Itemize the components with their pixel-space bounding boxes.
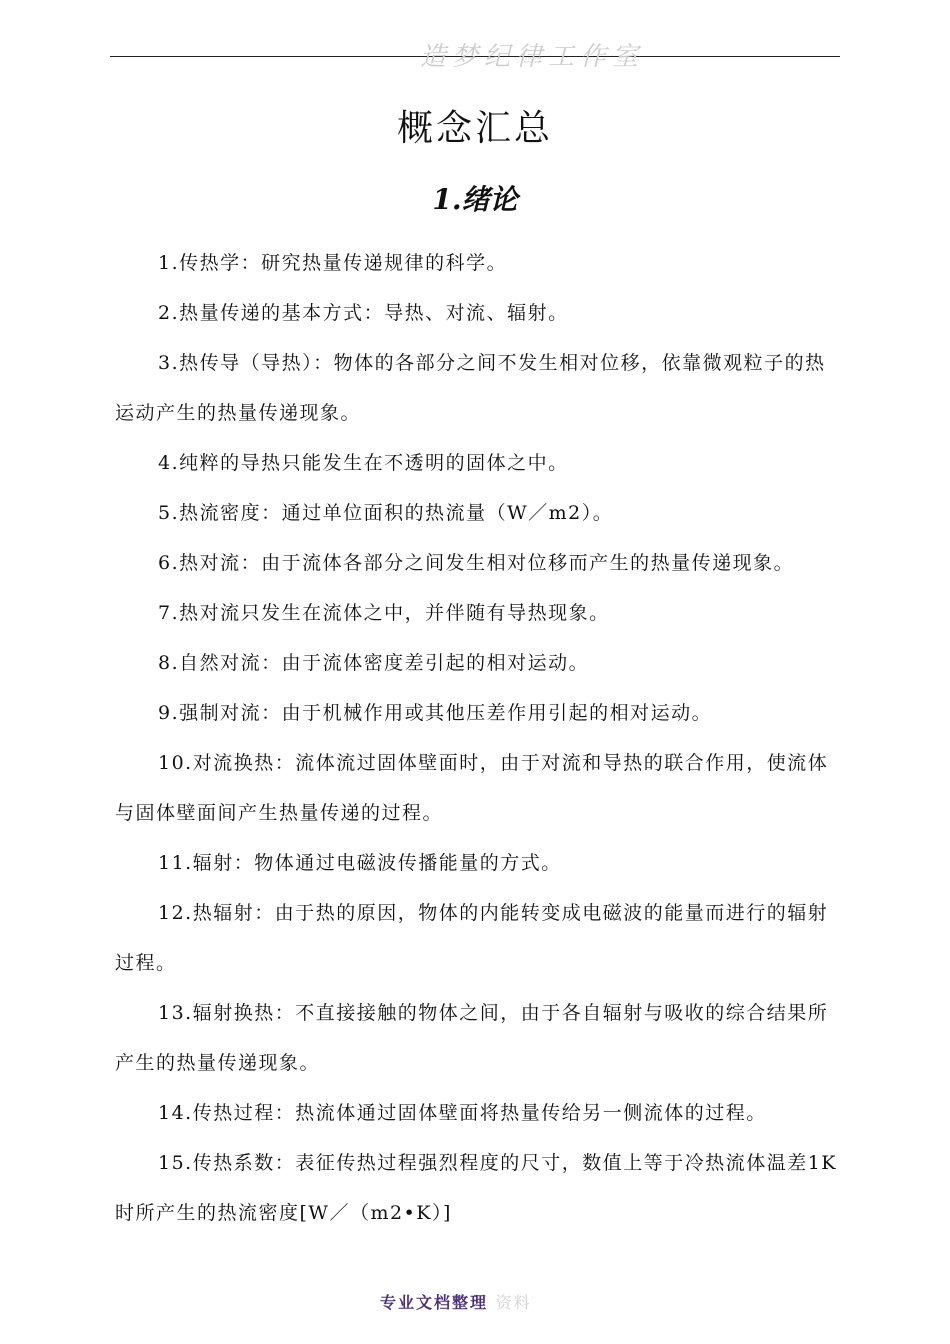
paragraph: 15.传热系数：表征传热过程强烈程度的尺寸，数值上等于冷热流体温差1K时所产生的热流密度[W／（m2•K）] <box>115 1152 838 1224</box>
paragraph: 13.辐射换热：不直接接触的物体之间，由于各自辐射与吸收的综合结果所产生的热量传递现象。 <box>115 1002 829 1074</box>
paragraph: 2.热量传递的基本方式：导热、对流、辐射。 <box>158 302 569 324</box>
footer-ghost-text: 资料 <box>495 1293 532 1312</box>
paragraph: 5.热流密度：通过单位面积的热流量（W／m2）。 <box>158 502 614 524</box>
paragraph: 8.自然对流：由于流体密度差引起的相对运动。 <box>158 652 590 674</box>
paragraph: 1.传热学：研究热量传递规律的科学。 <box>158 252 508 274</box>
footer-mark <box>380 1290 620 1313</box>
page-title: 概念汇总 <box>396 108 553 149</box>
footer-mark-text: 专业文档整理 <box>380 1293 489 1312</box>
section-title: 1.绪论 <box>432 183 518 216</box>
paragraph: 11.辐射：物体通过电磁波传播能量的方式。 <box>158 852 562 874</box>
paragraph: 4.纯粹的导热只能发生在不透明的固体之中。 <box>158 452 569 474</box>
paragraph: 12.热辐射：由于热的原因，物体的内能转变成电磁波的能量而进行的辐射过程。 <box>115 902 829 974</box>
paragraph: 3.热传导（导热）：物体的各部分之间不发生相对位移，依靠微观粒子的热运动产生的热量传递现象。 <box>115 352 826 424</box>
paragraph: 9.强制对流：由于机械作用或其他压差作用引起的相对运动。 <box>158 702 713 724</box>
paragraph: 10.对流换热：流体流过固体壁面时，由于对流和导热的联合作用，使流体与固体壁面间产生热量传递的过程。 <box>115 752 829 824</box>
paragraph: 7.热对流只发生在流体之中，并伴随有导热现象。 <box>158 602 610 624</box>
paragraph: 6.热对流：由于流体各部分之间发生相对位移而产生的热量传递现象。 <box>158 552 795 574</box>
paragraph: 14.传热过程：热流体通过固体壁面将热量传给另一侧流体的过程。 <box>158 1102 767 1124</box>
header-watermark: 造梦纪律工作室 <box>420 42 645 72</box>
body-text <box>115 238 840 1238</box>
